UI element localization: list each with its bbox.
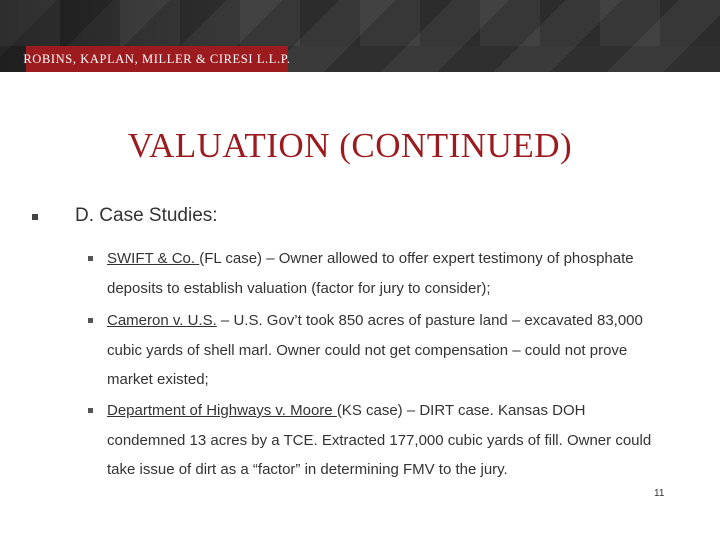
case-name: Department of Highways v. Moore: [107, 402, 337, 419]
case-text: [107, 244, 667, 303]
case-name: SWIFT & Co.: [107, 250, 200, 267]
case-description: (FL case) – Owner allowed to offer expert testimony of phosphate deposits to establish valuation (factor for jury to consider);: [107, 250, 634, 297]
square-bullet-icon: [88, 318, 93, 323]
page-number: 11: [654, 488, 665, 499]
square-bullet-icon: [88, 256, 93, 261]
square-bullet-icon: [88, 408, 93, 413]
case-description: – U.S. Gov’t took 850 acres of pasture land – excavated 83,000 cubic yards of shell marl. Owner could not get compensation – could not prove market existed;: [107, 312, 643, 388]
case-description: (KS case) – DIRT case. Kansas DOH condemned 13 acres by a TCE. Extracted 177,000 cubic yards of fill. Owner could take issue of dirt as a “factor” in determining FMV to the jury.: [107, 402, 652, 478]
slide-title: VALUATION (CONTINUED): [127, 126, 573, 165]
firm-logo-text: ROBINS, KAPLAN, MILLER & CIRESI L.L.P.: [23, 51, 291, 66]
square-bullet-icon: [32, 214, 38, 220]
case-text: [107, 306, 667, 395]
case-text: [107, 396, 667, 485]
case-name: Cameron v. U.S.: [107, 312, 217, 329]
section-heading: D. Case Studies:: [75, 205, 218, 226]
